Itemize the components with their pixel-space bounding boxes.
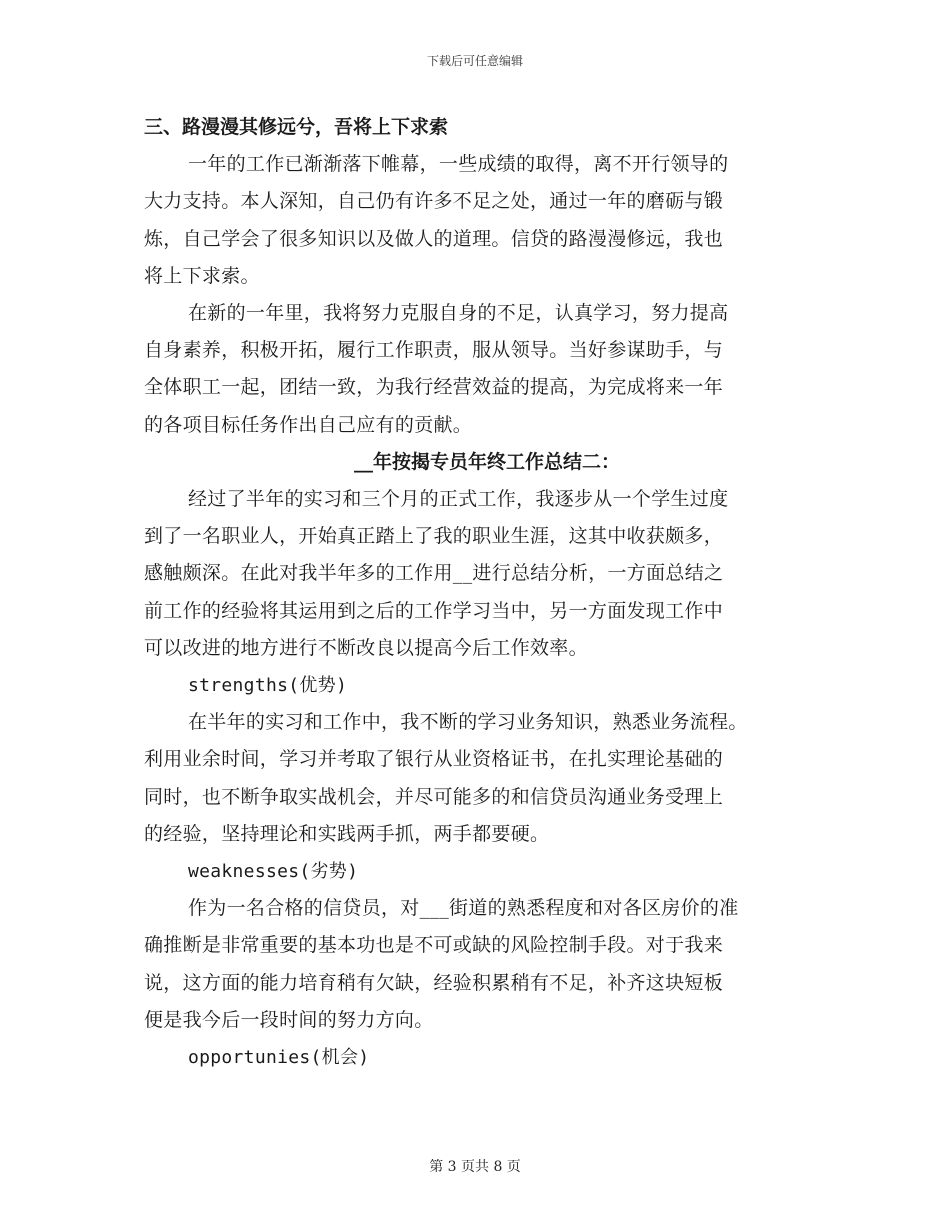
text-line: 大力支持。本人深知，自己仍有许多不足之处，通过一年的磨砺与锻 <box>144 190 724 213</box>
paragraph-3 <box>144 481 808 667</box>
strengths-label-text: strengths(优势) <box>188 675 348 697</box>
paragraph-4 <box>144 704 808 853</box>
text-line: 的各项目标任务作出自己应有的贡献。 <box>144 413 473 436</box>
text-line: 自身素养，积极开拓，履行工作职责，服从领导。当好参谋助手，与 <box>144 339 724 362</box>
summary-heading: __年按揭专员年终工作总结二： <box>353 450 620 473</box>
text-line: 可以改进的地方进行不断改良以提高今后工作效率。 <box>144 636 588 659</box>
text-line: 一年的工作已渐渐落下帷幕，一些成绩的取得，离不开行领导的 <box>188 153 729 176</box>
text-line: 将上下求索。 <box>144 264 260 287</box>
paragraph-5 <box>144 890 808 1039</box>
text-line: 的经验，坚持理论和实践两手抓，两手都要硬。 <box>144 822 550 845</box>
page-indicator: 第 3 页共 8 页 <box>429 1159 521 1175</box>
page-header-note: 下载后可任意编辑 <box>426 54 523 68</box>
text-line: 作为一名合格的信贷员，对___街道的熟悉程度和对各区房价的准 <box>188 897 739 920</box>
text-line: 利用业余时间，学习并考取了银行从业资格证书，在扎实理论基础的 <box>144 748 724 771</box>
weaknesses-label-text: weaknesses(劣势) <box>188 861 359 883</box>
text-line: 确推断是非常重要的基本功也是不可或缺的风险控制手段。对于我来 <box>144 934 724 957</box>
text-line: 说，这方面的能力培育稍有欠缺，经验积累稍有不足，补齐这块短板 <box>144 971 724 994</box>
paragraph-1 <box>144 146 808 295</box>
opportunities-label <box>144 1039 808 1076</box>
text-line: 全体职工一起，团结一致，为我行经营效益的提高，为完成将来一年 <box>144 376 724 399</box>
text-line: 同时，也不断争取实战机会，并尽可能多的和信贷员沟通业务受理上 <box>144 785 724 808</box>
text-line: 前工作的经验将其运用到之后的工作学习当中，另一方面发现工作中 <box>144 599 724 622</box>
weaknesses-label <box>144 853 808 890</box>
text-line: 到了一名职业人，开始真正踏上了我的职业生涯，这其中收获颇多， <box>144 525 724 548</box>
text-line: 炼，自己学会了很多知识以及做人的道理。信贷的路漫漫修远，我也 <box>144 227 724 250</box>
text-line: 便是我今后一段时间的努力方向。 <box>144 1008 434 1031</box>
strengths-label <box>144 667 808 704</box>
text-line: 经过了半年的实习和三个月的正式工作，我逐步从一个学生过度 <box>188 488 729 511</box>
text-line: 在半年的实习和工作中，我不断的学习业务知识，熟悉业务流程。 <box>188 711 748 734</box>
section-title: 三、路漫漫其修远兮，吾将上下求索 <box>144 116 449 138</box>
opportunities-label-text: opportunies(机会) <box>188 1047 370 1069</box>
text-line: 感触颇深。在此对我半年多的工作用__进行总结分析，一方面总结之 <box>144 562 724 585</box>
paragraph-2 <box>144 295 808 444</box>
document-body <box>144 109 808 1076</box>
text-line: 在新的一年里，我将努力克服自身的不足，认真学习，努力提高 <box>188 302 729 325</box>
